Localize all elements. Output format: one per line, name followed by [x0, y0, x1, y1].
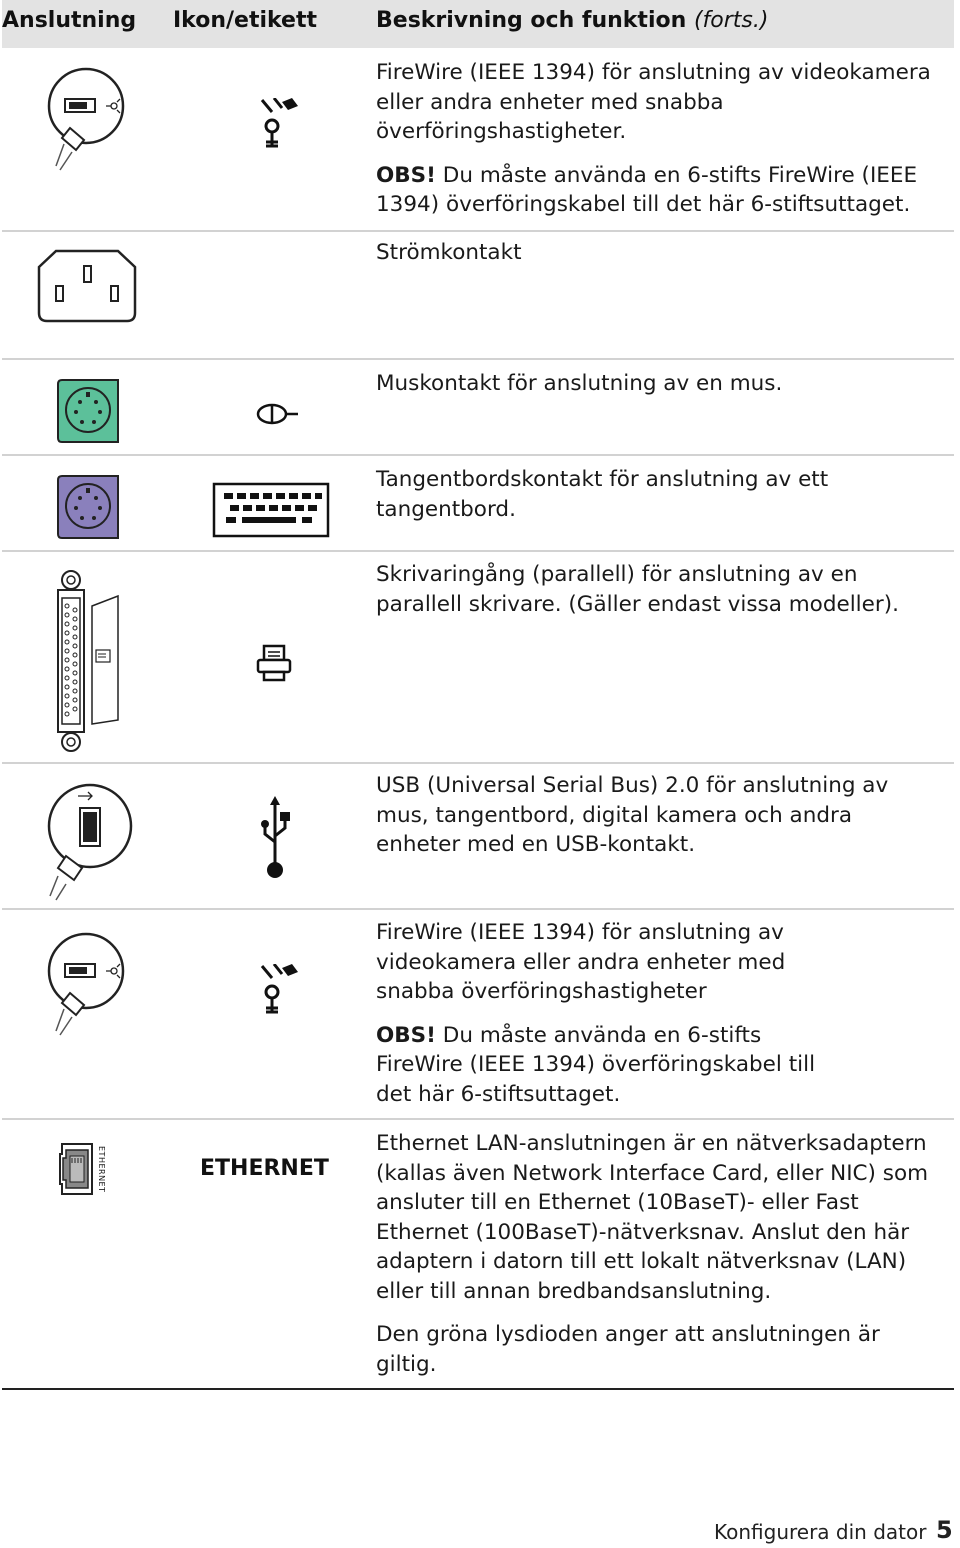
- description-text: Tangentbordskontakt för anslutning av ett tangentbord.: [376, 467, 829, 522]
- ethernet-port-label: ETHERNET: [97, 1146, 106, 1193]
- firewire-icon: [252, 98, 300, 148]
- note-label: OBS!: [376, 162, 436, 188]
- header-description: Beskrivning och funktion (forts.): [376, 8, 769, 33]
- row-divider: [2, 358, 954, 360]
- row-divider: [2, 1118, 954, 1120]
- mouse-port-icon: [56, 378, 120, 444]
- mouse-description: [376, 369, 936, 399]
- note-body: Du måste använda en 6-stifts FireWire (IEEE 1394) överföringskabel till det här 6-stiftsuttaget.: [376, 1022, 816, 1107]
- keyboard-port-icon: [56, 474, 120, 540]
- footer-section-title: Konfigurera din dator: [714, 1520, 927, 1544]
- description-text: USB (Universal Serial Bus) 2.0 för anslutning av mus, tangentbord, digital kamera och andra enheter med en USB-kontakt.: [376, 773, 889, 857]
- firewire-port-icon: [28, 926, 138, 1048]
- mouse-icon: [254, 402, 300, 426]
- table-bottom-rule: [2, 1388, 954, 1390]
- row-divider: [2, 908, 954, 910]
- power-connector-icon: [36, 248, 138, 324]
- ethernet-label: ETHERNET: [200, 1156, 329, 1181]
- printer-icon: [256, 644, 296, 682]
- keyboard-description: [376, 465, 936, 524]
- description-text: Strömkontakt: [376, 240, 522, 265]
- usb-description: [376, 771, 936, 860]
- description-text: Den gröna lysdioden anger att anslutningen är giltig.: [376, 1322, 880, 1377]
- page-number: 5: [936, 1516, 953, 1544]
- note-body: Du måste använda en 6-stifts FireWire (IEEE 1394) överföringskabel till det här 6-stiftsuttaget.: [376, 162, 918, 217]
- keyboard-icon: [212, 482, 330, 538]
- usb-icon: [258, 796, 294, 880]
- row-divider: [2, 550, 954, 552]
- row-divider: [2, 454, 954, 456]
- firewire-icon: [252, 964, 300, 1014]
- row-divider: [2, 762, 954, 764]
- row-divider: [2, 230, 954, 232]
- firewire-description-1: [376, 58, 936, 220]
- description-text: FireWire (IEEE 1394) för anslutning av videokamera eller andra enheter med snabba överföringshastigheter.: [376, 60, 931, 144]
- parallel-port-icon: [52, 568, 124, 754]
- note-label: OBS!: [376, 1022, 436, 1048]
- header-connection: Anslutning: [2, 8, 137, 33]
- power-description: [376, 238, 936, 268]
- description-text: Ethernet LAN-anslutningen är en nätverksadaptern (kallas även Network Interface Card, eller NIC) som ansluter till en Ethernet (10BaseT)- eller Fast Ethernet (100BaseT)-nätverksnav. Anslut den här adaptern i datorn till ett lokalt nätverksnav (LAN) eller till annan bredbandsanslutning.: [376, 1131, 929, 1304]
- description-text: FireWire (IEEE 1394) för anslutning av videokamera eller andra enheter med snabba överföringshastigheter: [376, 920, 786, 1004]
- ethernet-description: [376, 1129, 936, 1379]
- table-header: [2, 0, 954, 48]
- ethernet-port-icon: [58, 1138, 118, 1200]
- description-text: Muskontakt för anslutning av en mus.: [376, 371, 783, 396]
- firewire-description-2: [376, 918, 846, 1109]
- note-text: [376, 161, 936, 220]
- description-text: Skrivaringång (parallell) för anslutning av en parallell skrivare. (Gäller endast vissa modeller).: [376, 562, 899, 617]
- note-text: [376, 1021, 846, 1110]
- header-icon-label: Ikon/etikett: [173, 8, 318, 33]
- parallel-description: [376, 560, 936, 619]
- firewire-port-icon: [28, 66, 138, 178]
- usb-port-icon: [28, 780, 138, 902]
